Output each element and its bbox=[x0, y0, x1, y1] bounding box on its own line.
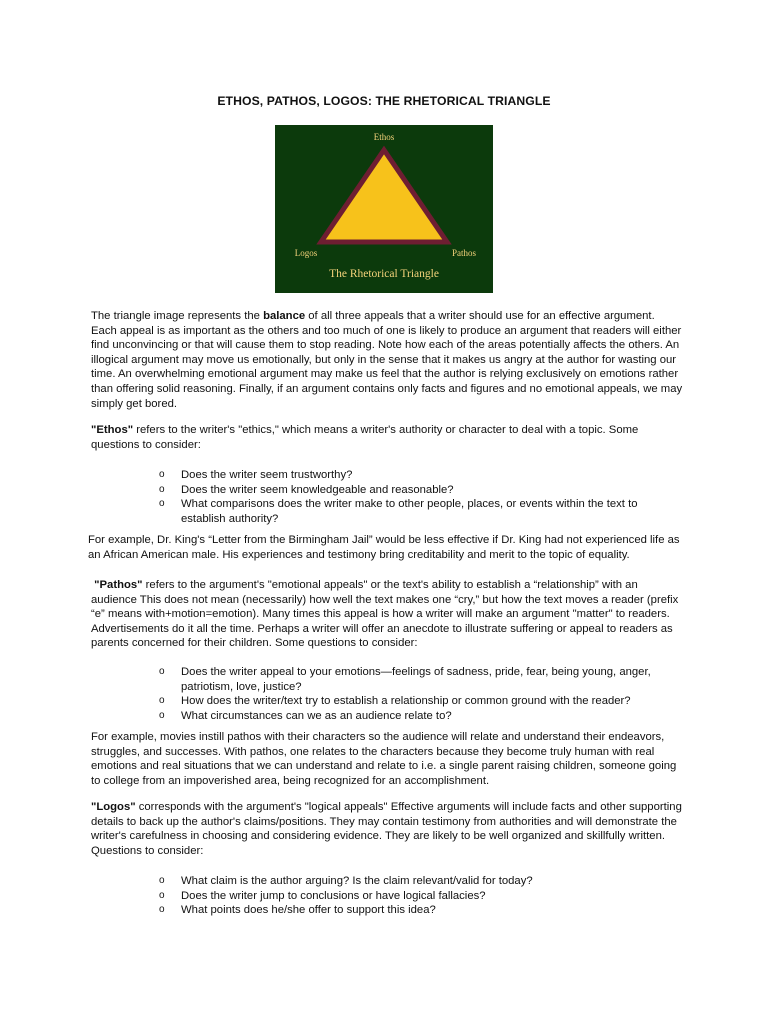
list-item: o What claim is the author arguing? Is the claim relevant/valid for today? bbox=[159, 875, 533, 887]
list-item: o Does the writer seem knowledgeable and reasonable? bbox=[159, 483, 454, 496]
ethos-term: "Ethos" bbox=[91, 424, 134, 436]
ethos-example: For example, Dr. King's “Letter from the Birmingham Jail” would be less effective if Dr. King had not experienced life as an African American male. His experiences and testimony bring creditability and merit to the topic of equality. bbox=[88, 534, 680, 561]
ethos-paragraph bbox=[91, 423, 683, 452]
page-title: ETHOS, PATHOS, LOGOS: THE RHETORICAL TRIANGLE bbox=[217, 94, 551, 108]
logos-text: corresponds with the argument's "logical appeals" Effective arguments will include facts and other supporting details to back up the author's claims/positions. They may contain testimony from authorities and will demonstrate the writer's carefulness in choosing and considering evidence. They are likely to be well organized and skillfully written. Questions to consider: bbox=[91, 801, 682, 857]
intro-rest: of all three appeals that a writer should use for an effective argument. Each appeal is as important as the others and too much of one is likely to produce an argument that readers will either find unconvincing or that will cause them to stop reading. Note how each of the areas potentially affects the others. An illogical argument may move us emotionally, but only in the sense that it makes us angry at the author for wasting our time. An overwhelming emotional argument may make us feel that the author is relying exclusively on emotions rather than offering solid reasoning. Finally, if an argument contains only facts and figures and no emotional appeals, we may simply get bored. bbox=[91, 310, 683, 410]
label-pathos: Pathos bbox=[451, 248, 477, 258]
list-item: o What circumstances can we as an audience relate to? bbox=[159, 709, 452, 722]
ethos-questions bbox=[159, 468, 679, 526]
bullet-mark: o bbox=[159, 666, 165, 677]
bullet-mark: o bbox=[159, 875, 165, 886]
bullet-mark: o bbox=[159, 469, 165, 480]
bullet-mark: o bbox=[159, 904, 165, 916]
label-ethos: Ethos bbox=[373, 132, 395, 142]
bullet-mark: o bbox=[159, 498, 165, 510]
rhetorical-triangle-graphic bbox=[275, 125, 493, 293]
pathos-term: "Pathos" bbox=[94, 579, 143, 591]
pathos-questions bbox=[159, 665, 679, 723]
intro-lead: The triangle image represents the bbox=[91, 310, 264, 322]
bullet-mark: o bbox=[159, 709, 165, 721]
list-item: o How does the writer/text try to establish a relationship or common ground with the reader? bbox=[159, 695, 631, 708]
bullet-mark: o bbox=[159, 695, 165, 707]
logos-paragraph bbox=[91, 800, 683, 858]
intro-paragraph bbox=[91, 309, 683, 411]
rhetorical-triangle-figure bbox=[275, 125, 493, 293]
list-item: o What comparisons does the writer make to other people, places, or events within the text to establish authority? bbox=[159, 498, 638, 525]
intro-bold-word: balance bbox=[263, 310, 306, 322]
pathos-text: refers to the argument's "emotional appeals" or the text's ability to establish a “relationship” with an audience This does not mean (necessarily) how well the text makes one “cry,” but how the text moves a reader (prefix “e” means with+motion=emotion). Many times this appeal is how a writer will make an argument "matter" to readers. Advertisements do it all the time. Perhaps a writer will offer an anecdote to illustrate suffering or appeal to readers as parents concerned for their children. Some questions to consider: bbox=[91, 579, 679, 650]
pathos-example: For example, movies instill pathos with their characters so the audience will relate and understand their endeavors, struggles, and successes. With pathos, one relates to the characters because they become truly human with real emotions and real situations that we can understand and relate to i.e. a single parent raising children, someone going to college from an impoverished area, being recognized for an accomplishment. bbox=[91, 731, 677, 787]
pathos-paragraph bbox=[91, 578, 683, 651]
list-item: o Does the writer seem trustworthy? bbox=[159, 469, 353, 481]
ethos-text: refers to the writer's "ethics," which means a writer's authority or character to deal with a topic. Some questions to consider: bbox=[91, 424, 639, 451]
list-item: o Does the writer appeal to your emotions—feelings of sadness, pride, fear, being young, anger, patriotism, love, justice? bbox=[159, 666, 651, 693]
list-item: o What points does he/she offer to support this idea? bbox=[159, 904, 436, 917]
label-logos: Logos bbox=[294, 248, 318, 258]
logos-term: "Logos" bbox=[91, 801, 136, 813]
logos-questions bbox=[159, 874, 679, 918]
figure-caption: The Rhetorical Triangle bbox=[329, 268, 439, 280]
bullet-mark: o bbox=[159, 483, 165, 495]
list-item: o Does the writer jump to conclusions or have logical fallacies? bbox=[159, 889, 486, 902]
bullet-mark: o bbox=[159, 889, 165, 901]
